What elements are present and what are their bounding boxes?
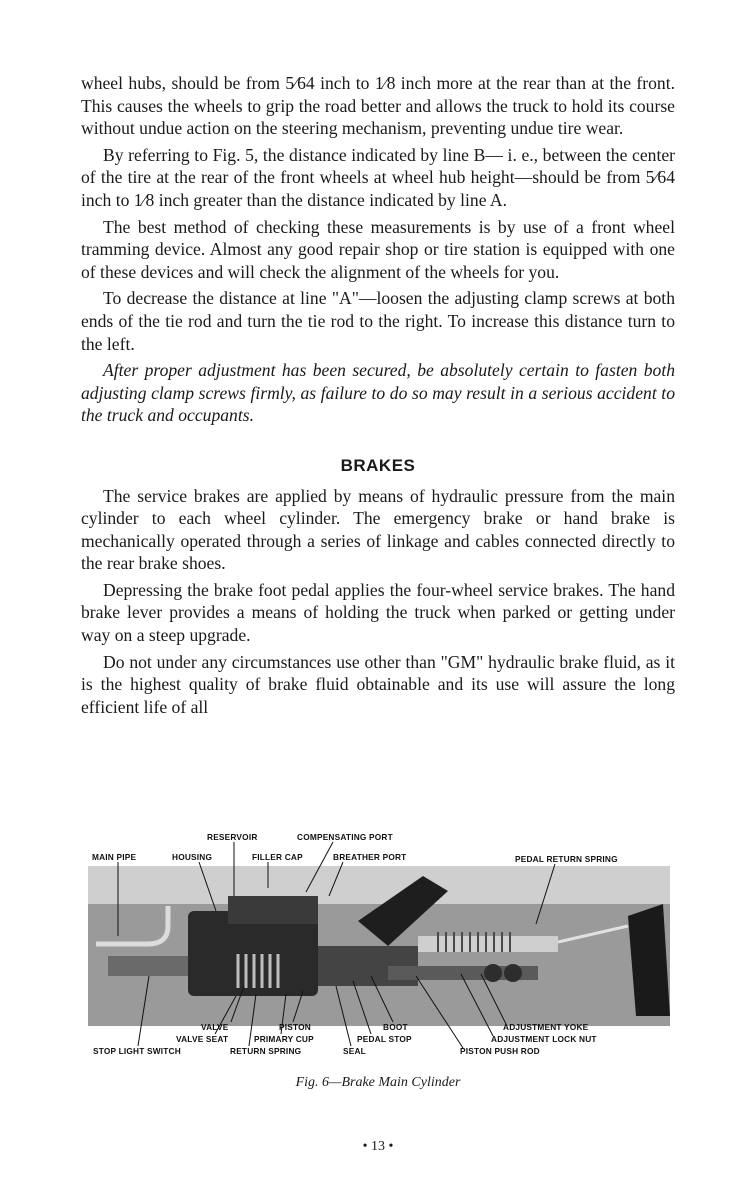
callout-adjustment-yoke: ADJUSTMENT YOKE — [503, 1022, 589, 1032]
paragraph-tramming-device: The best method of checking these measurements is by use of a front wheel tramming device. Almost any good repair shop or tire station is equipped with one of these devices and will check the alignment of the wheels for you. — [81, 216, 675, 282]
section-heading-brakes: BRAKES — [340, 455, 416, 475]
callout-pedal-stop: PEDAL STOP — [357, 1034, 412, 1044]
callout-boot: BOOT — [383, 1022, 408, 1032]
paragraph-foot-pedal: Depressing the brake foot pedal applies the four-wheel service brakes. The hand brake lever provides a means of holding the truck when parked or getting under way on a steep upgrade. — [81, 579, 675, 646]
callout-piston: PISTON — [279, 1022, 311, 1032]
callout-adjustment-lock-nut: ADJUSTMENT LOCK NUT — [491, 1034, 597, 1044]
callout-main-pipe: MAIN PIPE — [92, 852, 137, 862]
callout-valve-seat: VALVE SEAT — [176, 1034, 229, 1044]
callout-breather-port: BREATHER PORT — [333, 852, 407, 862]
body-text — [81, 72, 675, 718]
brake-main-cylinder-figure — [81, 826, 677, 1066]
paragraph-brake-fluid: Do not under any circumstances use other than "GM" hydraulic brake fluid, as it is the highest quality of brake fluid obtainable and its use will assure the long efficient life of all — [81, 651, 675, 717]
callout-return-spring: RETURN SPRING — [230, 1046, 302, 1056]
callout-pedal-return-spring: PEDAL RETURN SPRING — [515, 854, 618, 864]
paragraph-warning: After proper adjustment has been secured, be absolutely certain to fasten both adjusting clamp screws firmly, as failure to do so may result in a serious accident to the truck and occupants. — [81, 360, 675, 426]
paragraph-tramming-intro: wheel hubs, should be from 5⁄64 inch to 1⁄8 inch more at the rear than at the front. This causes the wheels to grip the road better and allows the truck to hold its course without undue action on the steering mechanism, preventing undue tire wear. — [81, 73, 675, 139]
page-number: • 13 • — [362, 1139, 394, 1154]
callout-filler-cap: FILLER CAP — [252, 852, 303, 862]
callout-housing: HOUSING — [172, 852, 213, 862]
figure-caption: Fig. 6—Brake Main Cylinder — [295, 1075, 461, 1090]
paragraph-line-b: By referring to Fig. 5, the distance indicated by line B— i. e., between the center of the tire at the rear of the front wheels at wheel hub height—should be from 5⁄64 inch to 1⁄8 inch greater than the distance indicated by line A. — [81, 144, 675, 210]
paragraph-adjust-line-a: To decrease the distance at line "A"—loosen the adjusting clamp screws at both ends of the tie rod and turn the tie rod to the right. To increase this distance turn to the left. — [81, 288, 675, 354]
callout-compensating-port: COMPENSATING PORT — [297, 832, 393, 842]
callout-piston-push-rod: PISTON PUSH ROD — [460, 1046, 540, 1056]
callout-leader-lines — [81, 826, 677, 1066]
paragraph-service-brakes: The service brakes are applied by means of hydraulic pressure from the main cylinder to each wheel cylinder. The emergency brake or hand brake is mechanically operated through a series of linkage and cables connected directly to the rear brake shoes. — [81, 485, 675, 574]
callout-seal: SEAL — [343, 1046, 366, 1056]
callout-primary-cup: PRIMARY CUP — [254, 1034, 314, 1044]
callout-reservoir: RESERVOIR — [207, 832, 258, 842]
callout-valve: VALVE — [201, 1022, 229, 1032]
callout-stop-light-switch: STOP LIGHT SWITCH — [93, 1046, 181, 1056]
